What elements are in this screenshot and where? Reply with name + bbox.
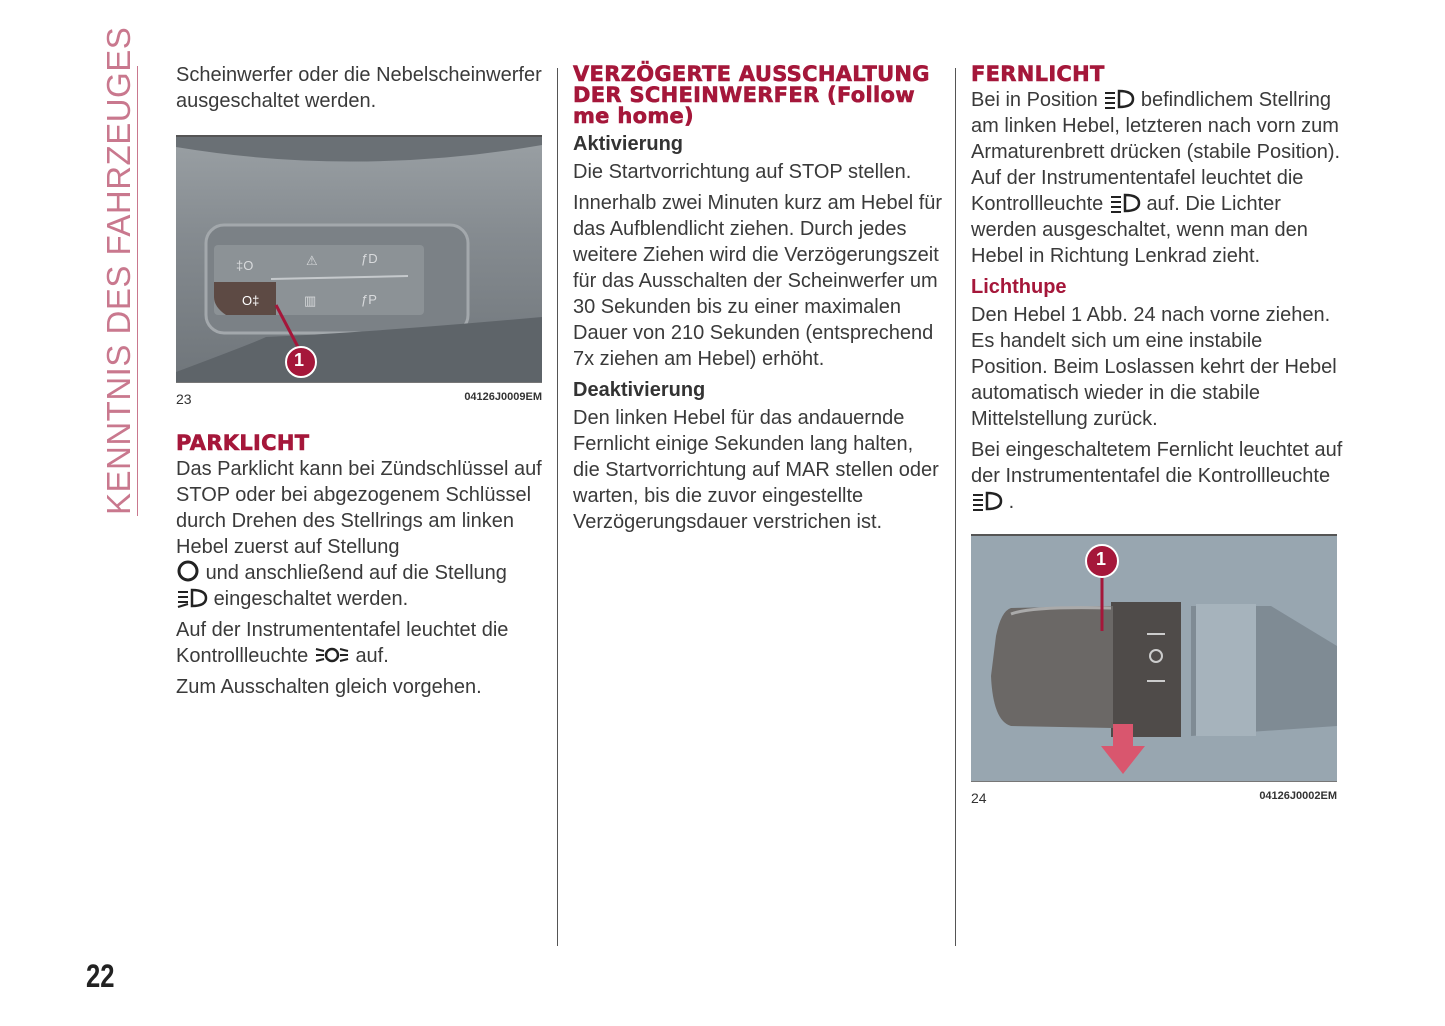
- side-lights-warning-icon: [314, 645, 350, 665]
- svg-text:▥: ▥: [304, 293, 317, 308]
- parklicht-paragraph-1: Das Parklicht kann bei Zündschlüssel auf STOP oder bei abgezogenem Schlüssel durch Drehen des Stellrings am linken Hebel zuerst auf Stellung und anschließend auf die Stellung eingeschaltet werden.: [176, 458, 542, 610]
- figure-23-light-switch-panel: [176, 135, 542, 383]
- high-beam-icon: [971, 491, 1003, 511]
- page-number: 22: [86, 958, 115, 994]
- svg-text:O‡: O‡: [242, 293, 260, 308]
- svg-text:‡O: ‡O: [236, 258, 254, 273]
- side-divider: [137, 66, 138, 516]
- subheading-aktivierung: Aktivierung: [573, 133, 684, 155]
- column-1: [176, 62, 548, 705]
- intro-text: Scheinwerfer oder die Nebelscheinwerfer ausgeschaltet werden.: [176, 64, 542, 112]
- activation-paragraph-2: Innerhalb zwei Minuten kurz am Hebel für das Aufblendlicht ziehen. Durch jedes weitere Ziehen wird die Verzögerungszeit für das Ausschalten der Scheinwerfer um 30 Sekunden bis zu einer maximalen Dauer von 210 Sekunden (entsprechend 7x ziehen am Hebel) erhöht.: [573, 192, 943, 370]
- svg-text:ƒD: ƒD: [361, 251, 378, 266]
- column-2: [573, 62, 945, 540]
- heading-follow-me-home: VERZÖGERTE AUSSCHALTUNG DER SCHEINWERFER (Follow me home): [573, 62, 930, 128]
- figure-callout-1: 1: [1096, 549, 1107, 569]
- parklicht-paragraph-3: Zum Ausschalten gleich vorgehen.: [176, 676, 482, 698]
- svg-text:⚠: ⚠: [306, 253, 318, 268]
- high-beam-icon: [1103, 89, 1135, 109]
- heading-parklicht: PARKLICHT: [176, 431, 310, 455]
- figure-number: 23: [176, 391, 192, 407]
- parking-light-icon: [176, 588, 208, 608]
- fernlicht-paragraph: Bei in Position befindlichem Stellring am linken Hebel, letzteren nach vorn zum Armaturenbrett drücken (stabile Position). Auf der Instrumententafel leuchtet die Kontrollleuchte auf. Die Lichter werden ausgeschaltet, wenn man den Hebel in Richtung Lenkrad zieht.: [971, 89, 1341, 267]
- section-side-title: KENNTNIS DES FAHRZEUGES: [100, 26, 137, 515]
- deactivation-paragraph: Den linken Hebel für das andauernde Fernlicht einige Sekunden lang halten, die Startvorrichtung auf MAR stellen oder warten, bis die zuvor eingestellte Verzögerungsdauer verstrichen ist.: [573, 407, 939, 533]
- column-divider: [557, 68, 558, 946]
- high-beam-icon: [1109, 193, 1141, 213]
- activation-paragraph-1: Die Startvorrichtung auf STOP stellen.: [573, 161, 912, 183]
- parklicht-paragraph-2: Auf der Instrumententafel leuchtet die Kontrollleuchte auf.: [176, 619, 509, 667]
- figure-code: 04126J0002EM: [1259, 790, 1337, 802]
- subheading-deaktivierung: Deaktivierung: [573, 379, 706, 401]
- lichthupe-paragraph-1: Den Hebel 1 Abb. 24 nach vorne ziehen. Es handelt sich um eine instabile Position. Beim Loslassen kehrt der Hebel automatisch wieder in die stabile Mittelstellung zurück.: [971, 304, 1337, 430]
- figure-code: 04126J0009EM: [464, 391, 542, 403]
- column-divider: [955, 68, 956, 946]
- subheading-lichthupe: Lichthupe: [971, 276, 1067, 298]
- heading-fernlicht: FERNLICHT: [971, 62, 1105, 86]
- position-o-icon: [176, 560, 200, 582]
- lichthupe-paragraph-2: Bei eingeschaltetem Fernlicht leuchtet auf der Instrumententafel die Kontrollleuchte .: [971, 439, 1343, 513]
- figure-24-light-lever: [971, 534, 1337, 782]
- column-3: [971, 62, 1343, 806]
- figure-callout-1: 1: [294, 350, 305, 370]
- figure-number: 24: [971, 790, 987, 806]
- svg-text:ƒP: ƒP: [361, 292, 377, 307]
